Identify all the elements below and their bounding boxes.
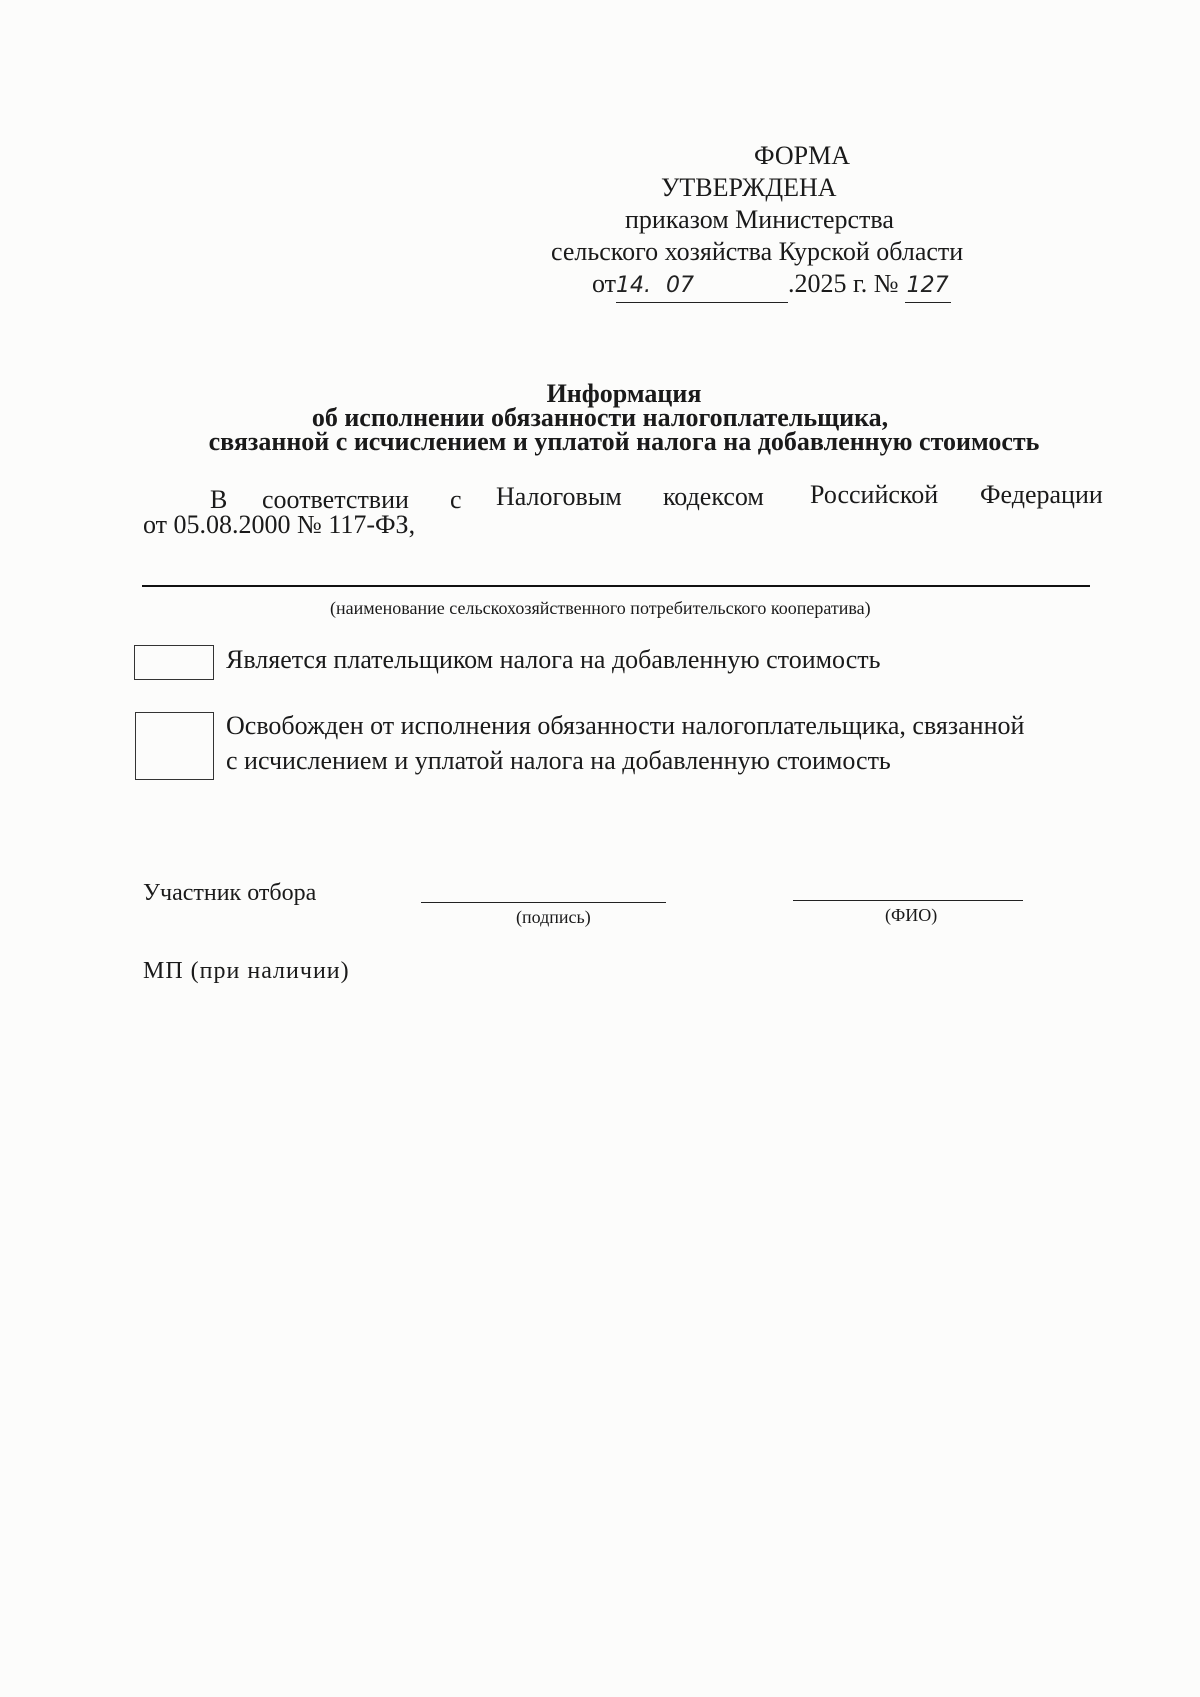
participant-label: Участник отбора [143,880,317,906]
body-word-2: соответствии [262,485,409,514]
coop-name-caption: (наименование сельскохозяйственного потребительского кооператива) [330,598,871,618]
signature-caption: (подпись) [516,907,591,927]
body-word-4: Налоговым [496,482,622,511]
body-word-6: Российской [810,480,939,509]
date-prefix: от [592,269,617,298]
payer-checkbox[interactable] [134,645,214,680]
title-line-1: Информация [546,379,702,408]
body-line-2: от 05.08.2000 № 117-ФЗ, [143,510,416,539]
order-date-line [592,268,951,303]
date-year: .2025 г. № [788,269,899,298]
exempt-checkbox[interactable] [135,712,214,780]
document-title [0,379,1200,456]
body-word-5: кодексом [663,482,764,511]
date-month-handwritten: 07 [666,273,695,298]
body-word-1: В [210,485,228,514]
title-line-2: об исполнении обязанности налогоплательщика, [311,403,889,432]
exempt-option-line-1: Освобожден от исполнения обязанности налогоплательщика, связанной [226,711,1025,740]
exempt-option-line-2: с исчислением и уплатой налога на добавленную стоимость [226,746,891,775]
stamp-placeholder: МП (при наличии) [143,958,350,984]
order-line-1: приказом Министерства [625,205,894,234]
date-day-handwritten: 14. [616,273,652,298]
coop-name-line[interactable] [142,585,1090,587]
body-word-7: Федерации [980,480,1103,509]
forma-label: ФОРМА [754,141,850,170]
order-number-handwritten: 127 [906,273,949,298]
order-line-2: сельского хозяйства Курской области [551,237,964,266]
full-name-caption: (ФИО) [885,905,938,925]
title-line-3: связанной с исчислением и уплатой налога на добавленную стоимость [208,427,1040,456]
body-word-3: с [450,485,462,514]
signature-line[interactable] [421,902,666,903]
full-name-line[interactable] [793,900,1023,901]
payer-option-label: Является плательщиком налога на добавленную стоимость [226,645,881,674]
approved-label: УТВЕРЖДЕНА [661,173,837,202]
